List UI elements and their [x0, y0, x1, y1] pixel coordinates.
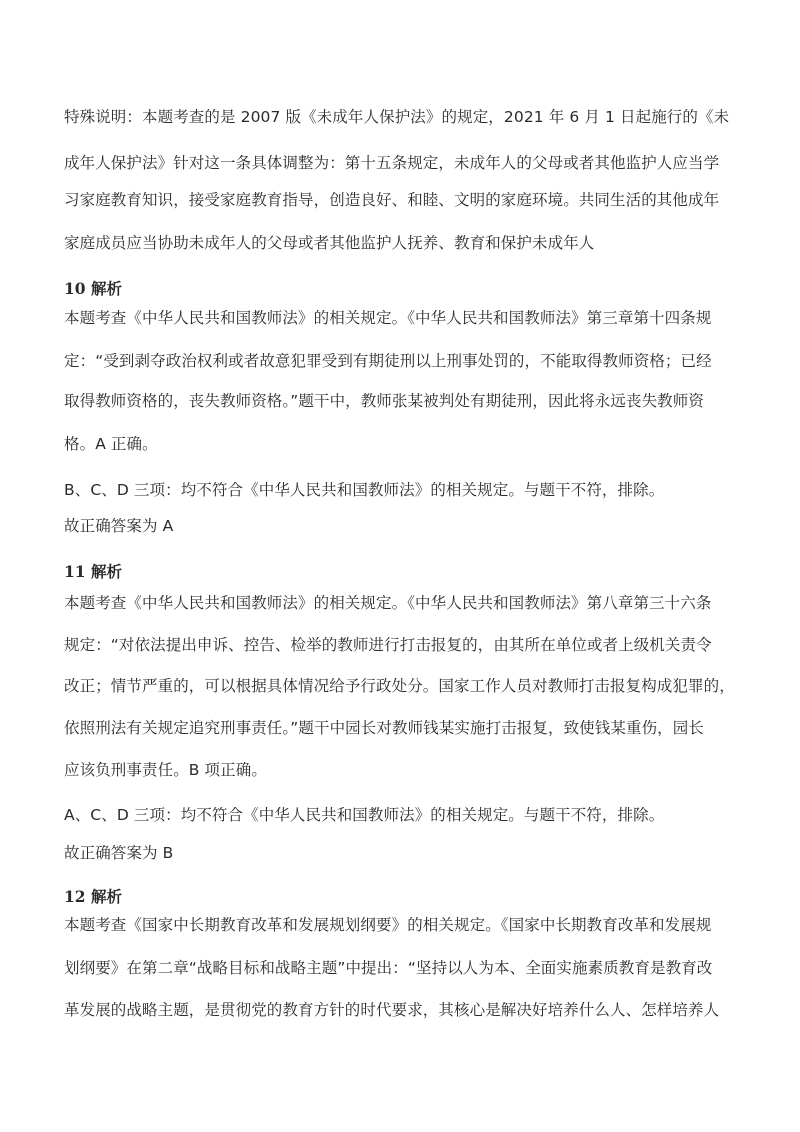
q12-line: 划纲要》在第二章“战略目标和战略主题”中提出：“坚持以人为本、全面实施素质教育是教育改 — [64, 959, 713, 977]
q12-line: 本题考查《国家中长期教育改革和发展规划纲要》的相关规定。《国家中长期教育改革和发展规 — [64, 916, 712, 934]
q11-line: 规定：“对依法提出申诉、控告、检举的教师进行打击报复的，由其所在单位或者上级机关责令 — [64, 636, 712, 654]
q10-answer: 故正确答案为 A — [64, 517, 174, 535]
q11-line: A、C、D 三项：均不符合《中华人民共和国教师法》的相关规定。与题干不符，排除。 — [64, 806, 665, 824]
q11-answer: 故正确答案为 B — [64, 844, 174, 862]
q11-heading: 11 解析 — [64, 562, 122, 581]
q11-line: 应该负刑事责任。B 项正确。 — [64, 761, 267, 779]
q10-line: 格。A 正确。 — [64, 435, 158, 453]
q10-line: 取得教师资格的，丧失教师资格。”题干中，教师张某被判处有期徒刑，因此将永远丧失教师资 — [64, 392, 704, 410]
q11-line: 改正；情节严重的，可以根据具体情况给予行政处分。国家工作人员对教师打击报复构成犯罪的， — [64, 677, 735, 695]
special-note-line: 家庭成员应当协助未成年人的父母或者其他监护人抚养、教育和保护未成年人 — [64, 234, 595, 252]
q10-line: 本题考查《中华人民共和国教师法》的相关规定。《中华人民共和国教师法》第三章第十四条规 — [64, 309, 712, 327]
special-note-line: 特殊说明：本题考查的是 2007 版《未成年人保护法》的规定，2021 年 6 月 1 日起施行的《未 — [64, 108, 730, 126]
q10-heading: 10 解析 — [64, 279, 122, 298]
special-note-line: 习家庭教育知识，接受家庭教育指导，创造良好、和睦、文明的家庭环境。共同生活的其他成年 — [64, 191, 720, 209]
q10-line: 定：“受到剥夺政治权利或者故意犯罪受到有期徒刑以上刑事处罚的，不能取得教师资格；已经 — [64, 352, 712, 370]
q10-line: B、C、D 三项：均不符合《中华人民共和国教师法》的相关规定。与题干不符，排除。 — [64, 481, 665, 499]
q11-line: 依照刑法有关规定追究刑事责任。”题干中园长对教师钱某实施打击报复，致使钱某重伤，园长 — [64, 719, 704, 737]
special-note-line: 成年人保护法》针对这一条具体调整为：第十五条规定，未成年人的父母或者其他监护人应当学 — [64, 154, 720, 172]
q12-heading: 12 解析 — [64, 887, 122, 906]
q11-line: 本题考查《中华人民共和国教师法》的相关规定。《中华人民共和国教师法》第八章第三十六条 — [64, 594, 712, 612]
q12-line: 革发展的战略主题，是贯彻党的教育方针的时代要求，其核心是解决好培养什么人、怎样培养人 — [64, 1001, 720, 1019]
